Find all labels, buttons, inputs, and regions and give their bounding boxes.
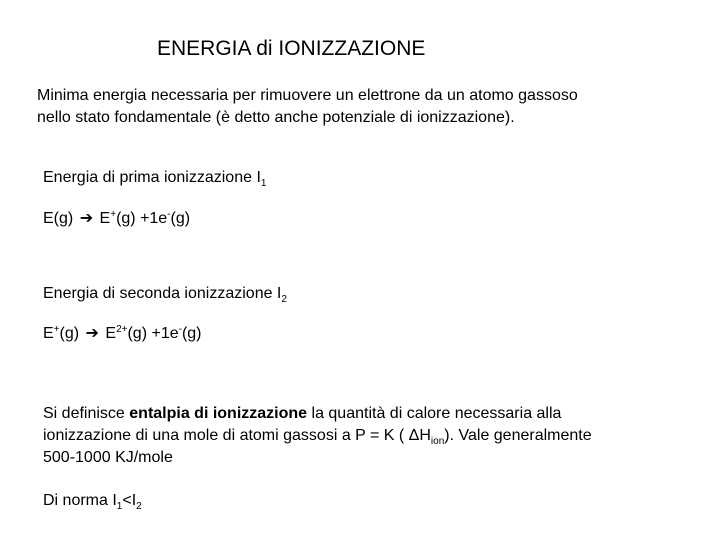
page-title: ENERGIA di IONIZZAZIONE xyxy=(157,37,426,60)
eq2-end: (g) xyxy=(181,325,202,342)
reaction-arrow-icon: ➔ xyxy=(79,210,94,227)
eq2-product-charge: 2+ xyxy=(116,324,128,335)
definition-paragraph xyxy=(37,85,578,129)
first-ionization-label xyxy=(43,167,266,189)
eq1-reactant: E(g) xyxy=(43,210,74,227)
reaction-arrow-icon: ➔ xyxy=(85,325,99,342)
enthalpy-line-2-end: ). Vale generalmente xyxy=(444,427,592,444)
second-ionization-label xyxy=(43,283,287,305)
enthalpy-line-2-start: ionizzazione di una mole di atomi gassosi a P = K ( ΔH xyxy=(43,427,431,444)
eq1-product-charge: + xyxy=(110,209,117,220)
first-ionization-text: Energia di prima ionizzazione I xyxy=(43,169,261,186)
eq1-middle: (g) +1e xyxy=(116,210,168,227)
second-ionization-subscript: 2 xyxy=(281,294,287,305)
eq2-reactant-charge: + xyxy=(53,324,60,335)
enthalpy-subscript: ion xyxy=(430,436,445,447)
enthalpy-line-2 xyxy=(43,425,592,447)
eq2-reactant-end: (g) xyxy=(59,325,80,342)
second-ionization-equation xyxy=(43,323,202,345)
norm-subscript-2: 2 xyxy=(136,501,142,512)
enthalpy-line-3: 500-1000 KJ/mole xyxy=(43,449,173,466)
eq2-middle: (g) +1e xyxy=(127,325,179,342)
definition-line-2: nello stato fondamentale (è detto anche potenziale di ionizzazione). xyxy=(37,109,515,126)
eq2-product-e: E xyxy=(105,325,117,342)
norm-prefix: Di norma I xyxy=(43,492,117,509)
eq1-product-e: E xyxy=(99,210,111,227)
enthalpy-line-1-start: Si definisce xyxy=(43,405,130,422)
norm-statement xyxy=(43,490,142,512)
first-ionization-subscript: 1 xyxy=(260,178,267,189)
first-ionization-equation xyxy=(43,208,190,230)
second-ionization-text: Energia di seconda ionizzazione I xyxy=(43,285,282,302)
eq2-electron-charge: - xyxy=(178,324,182,335)
enthalpy-line-1-end: la quantità di calore necessaria alla xyxy=(307,405,562,422)
norm-subscript-1: 1 xyxy=(116,501,123,512)
eq1-electron-charge: - xyxy=(167,209,171,220)
eq2-reactant-e: E xyxy=(43,325,54,342)
enthalpy-term: entalpia di ionizzazione xyxy=(129,405,308,422)
eq1-end: (g) xyxy=(170,210,191,227)
norm-operator: <I xyxy=(122,492,137,509)
definition-line-1: Minima energia necessaria per rimuovere un elettrone da un atomo gassoso xyxy=(37,87,578,104)
enthalpy-line-1 xyxy=(43,403,592,425)
enthalpy-paragraph xyxy=(43,403,592,469)
